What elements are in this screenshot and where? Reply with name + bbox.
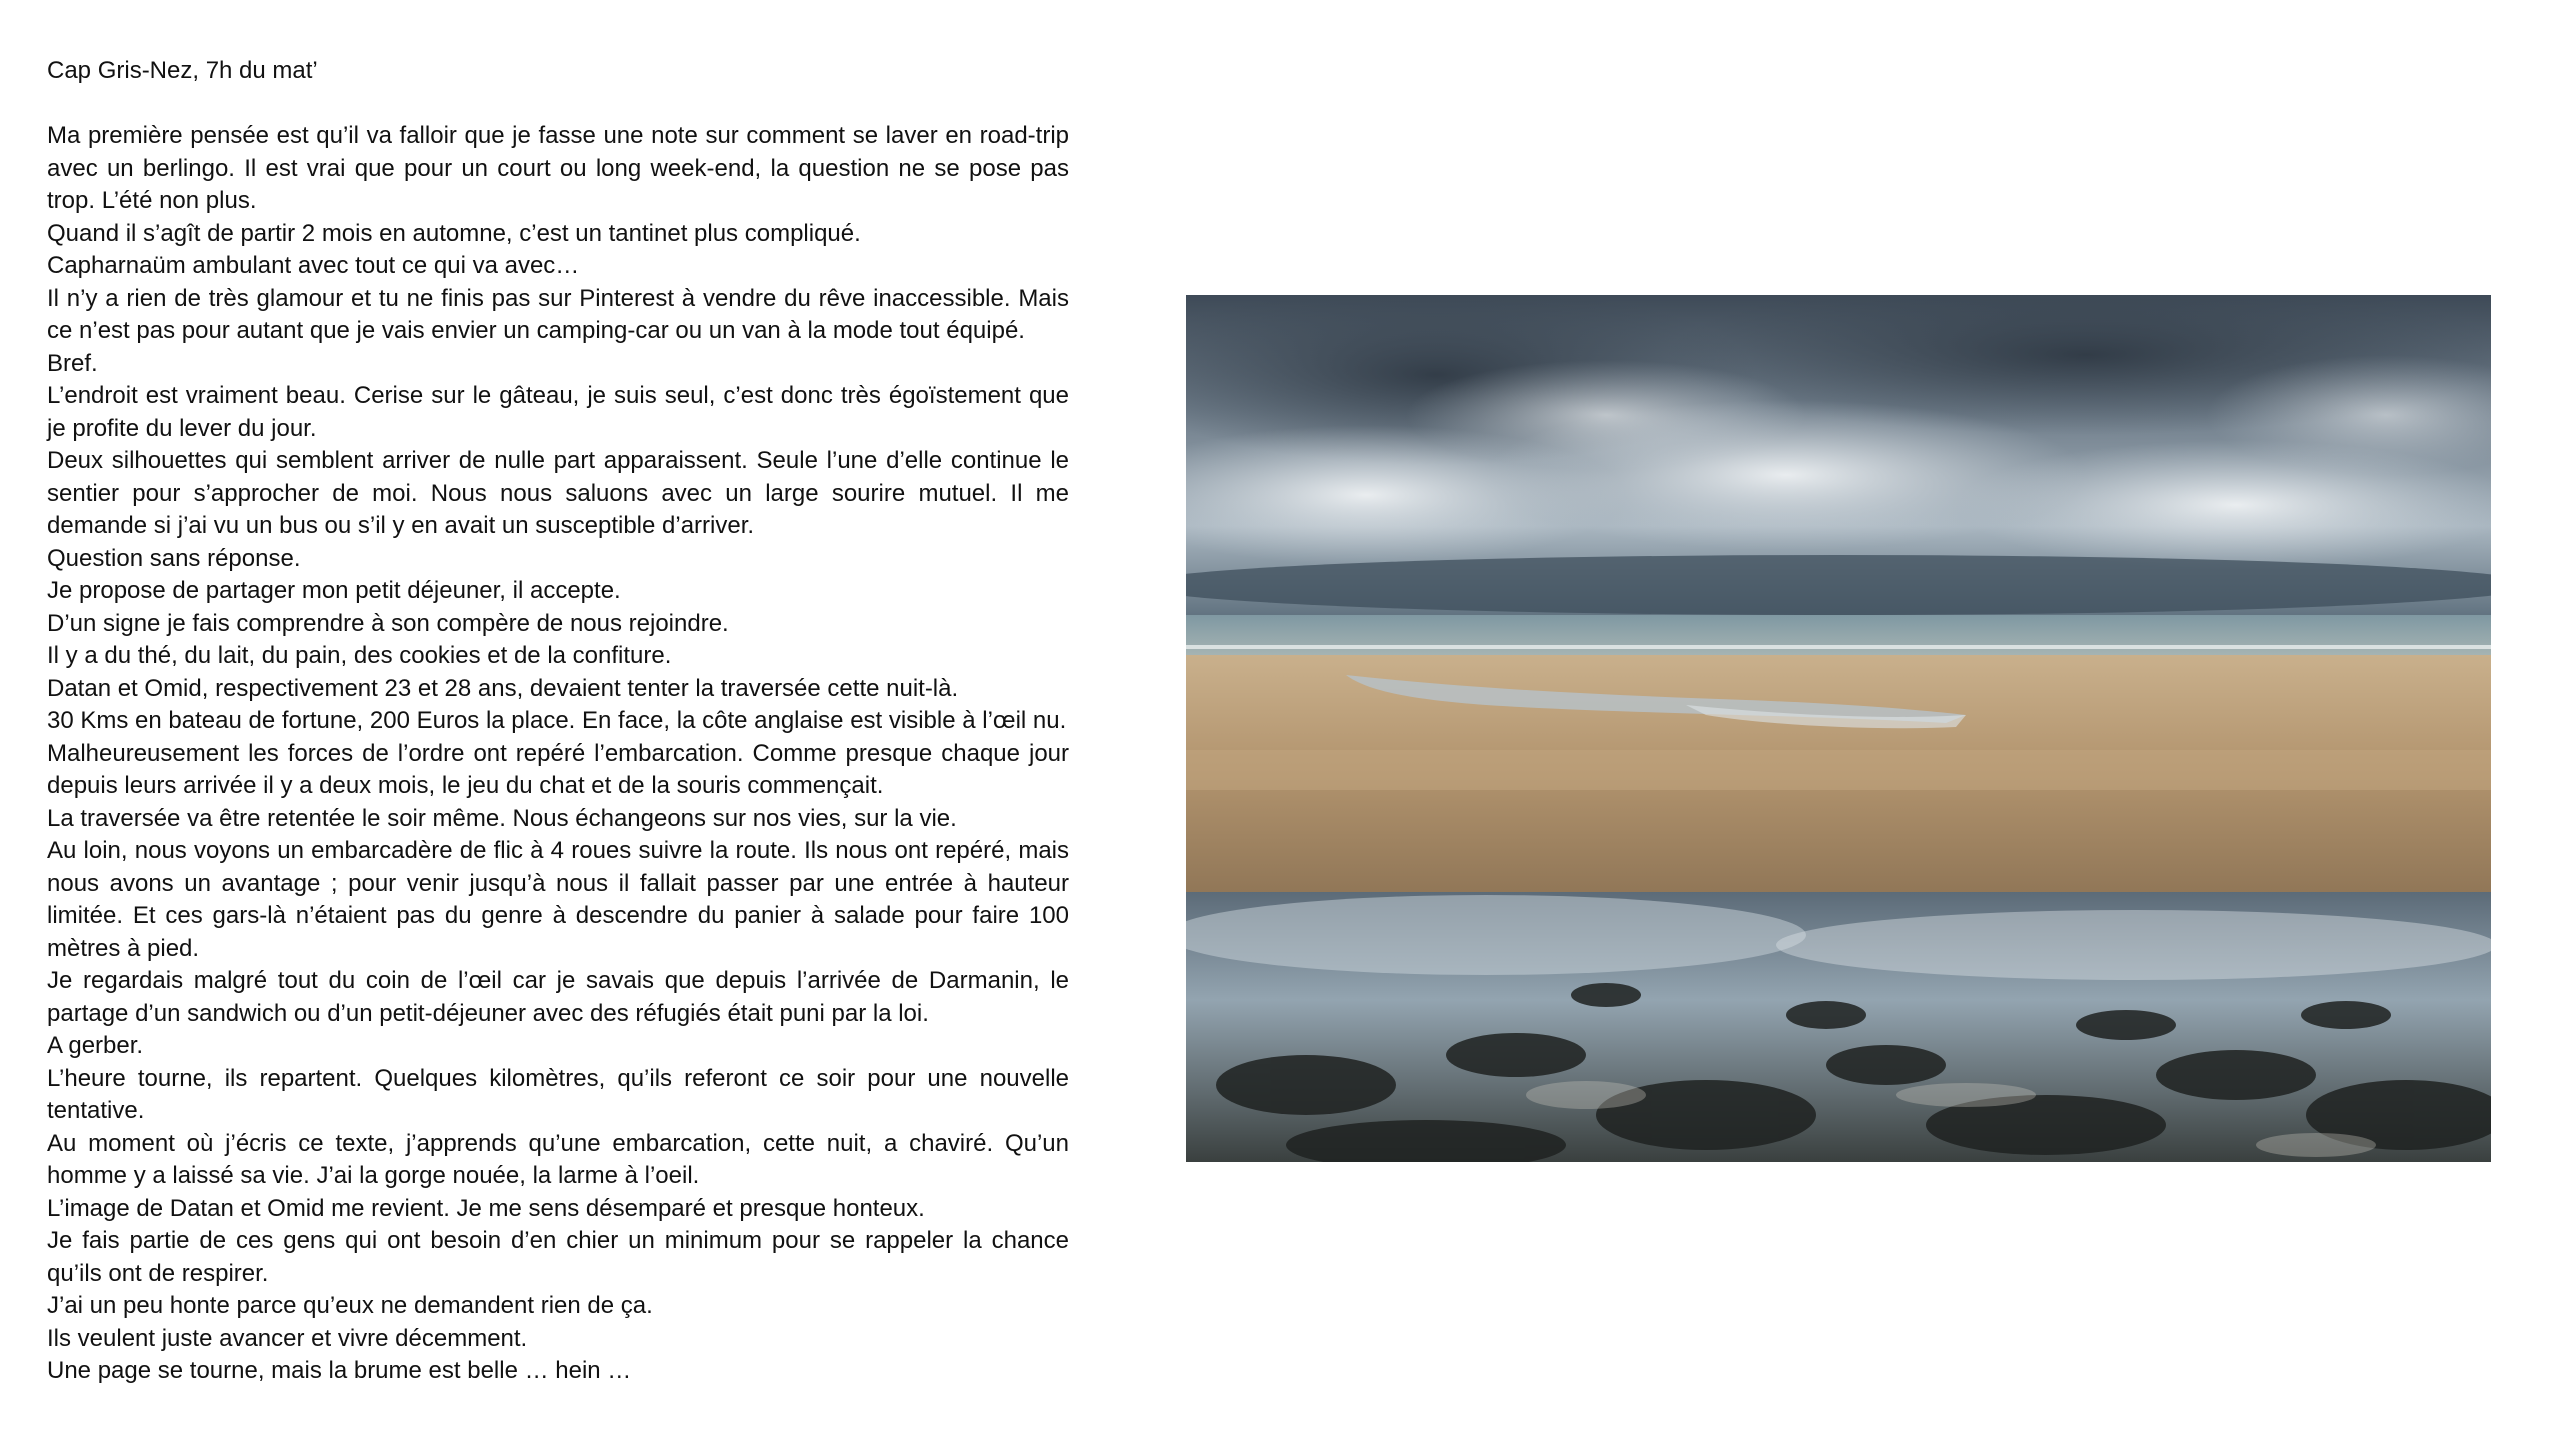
paragraph: J’ai un peu honte parce qu’eux ne demandent rien de ça.	[47, 1292, 653, 1319]
paragraph: Il n’y a rien de très glamour et tu ne finis pas sur Pinterest à vendre du rêve inaccessible. Mais ce n’est pas pour autant que je vais envier un camping-car ou un van à la mode tout équipé.	[47, 284, 1069, 344]
paragraph: L’heure tourne, ils repartent. Quelques kilomètres, qu’ils referont ce soir pour une nouvelle tentative.	[47, 1064, 1069, 1124]
paragraph: Je regardais malgré tout du coin de l’œil car je savais que depuis l’arrivée de Darmanin, le partage d’un sandwich ou d’un petit-déjeuner avec des réfugiés était puni par la loi.	[47, 967, 1069, 1027]
paragraph: Quand il s’agît de partir 2 mois en automne, c’est un tantinet plus compliqué.	[47, 219, 861, 247]
paragraph: Au loin, nous voyons un embarcadère de flic à 4 roues suivre la route. Ils nous ont repéré, mais nous avons un avantage ; pour venir jusqu’à nous il fallait passer par une entrée à hauteur limitée. Et ces gars-là n’étaient pas du genre à descendre du panier à salade pour faire 100 mètres à pied.	[47, 837, 1069, 962]
paragraph: Deux silhouettes qui semblent arriver de nulle part apparaissent. Seule l’une d’elle continue le sentier pour s’approcher de moi. Nous nous saluons avec un large sourire mutuel. Il me demande si j’ai vu un bus ou s’il y en avait un susceptible d’arriver.	[47, 447, 1069, 539]
paragraph: 30 Kms en bateau de fortune, 200 Euros la place. En face, la côte anglaise est visible à l’œil nu.	[47, 707, 1067, 734]
paragraph: Une page se tourne, mais la brume est belle … hein …	[47, 1357, 632, 1384]
paragraph: Je propose de partager mon petit déjeuner, il accepte.	[47, 577, 621, 604]
paragraph: A gerber.	[47, 1032, 144, 1059]
paragraph: Ma première pensée est qu’il va falloir que je fasse une note sur comment se laver en road-trip avec un berlingo. Il est vrai que pour un court ou long week-end, la question ne se pose pas trop. L’été non plus.	[47, 122, 1069, 214]
beach-photo	[1186, 295, 2491, 1162]
paragraph: Ils veulent juste avancer et vivre décemment.	[47, 1324, 528, 1352]
paragraph-list	[47, 120, 1069, 1388]
paragraph: Il y a du thé, du lait, du pain, des cookies et de la confiture.	[47, 642, 672, 669]
sea	[1186, 615, 2491, 657]
document-title: Cap Gris-Nez, 7h du mat’	[47, 57, 318, 84]
paragraph: Je fais partie de ces gens qui ont besoin d’en chier un minimum pour se rappeler la chance qu’ils ont de respirer.	[47, 1227, 1069, 1287]
paragraph: Question sans réponse.	[47, 544, 301, 572]
paragraph: Capharnaüm ambulant avec tout ce qui va avec…	[47, 252, 580, 279]
paragraph: L’endroit est vraiment beau. Cerise sur le gâteau, je suis seul, c’est donc très égoïstement que je profite du lever du jour.	[47, 382, 1069, 442]
paragraph: L’image de Datan et Omid me revient. Je me sens désemparé et presque honteux.	[47, 1194, 925, 1222]
paragraph: Malheureusement les forces de l’ordre ont repéré l’embarcation. Comme presque chaque jour depuis leurs arrivée il y a deux mois, le jeu du chat et de la souris commençait.	[47, 739, 1069, 799]
paragraph: D’un signe je fais comprendre à son compère de nous rejoindre.	[47, 609, 729, 637]
beach-photo-illustration	[1186, 295, 2491, 1162]
paragraph: Bref.	[47, 349, 98, 377]
paragraph: Datan et Omid, respectivement 23 et 28 ans, devaient tenter la traversée cette nuit-là.	[47, 674, 959, 702]
paragraph: La traversée va être retentée le soir même. Nous échangeons sur nos vies, sur la vie.	[47, 804, 957, 832]
paragraph: Au moment où j’écris ce texte, j’apprends qu’une embarcation, cette nuit, a chaviré. Qu’un homme y a laissé sa vie. J’ai la gorge nouée, la larme à l’oeil.	[47, 1129, 1069, 1189]
text-column	[47, 55, 1069, 1388]
